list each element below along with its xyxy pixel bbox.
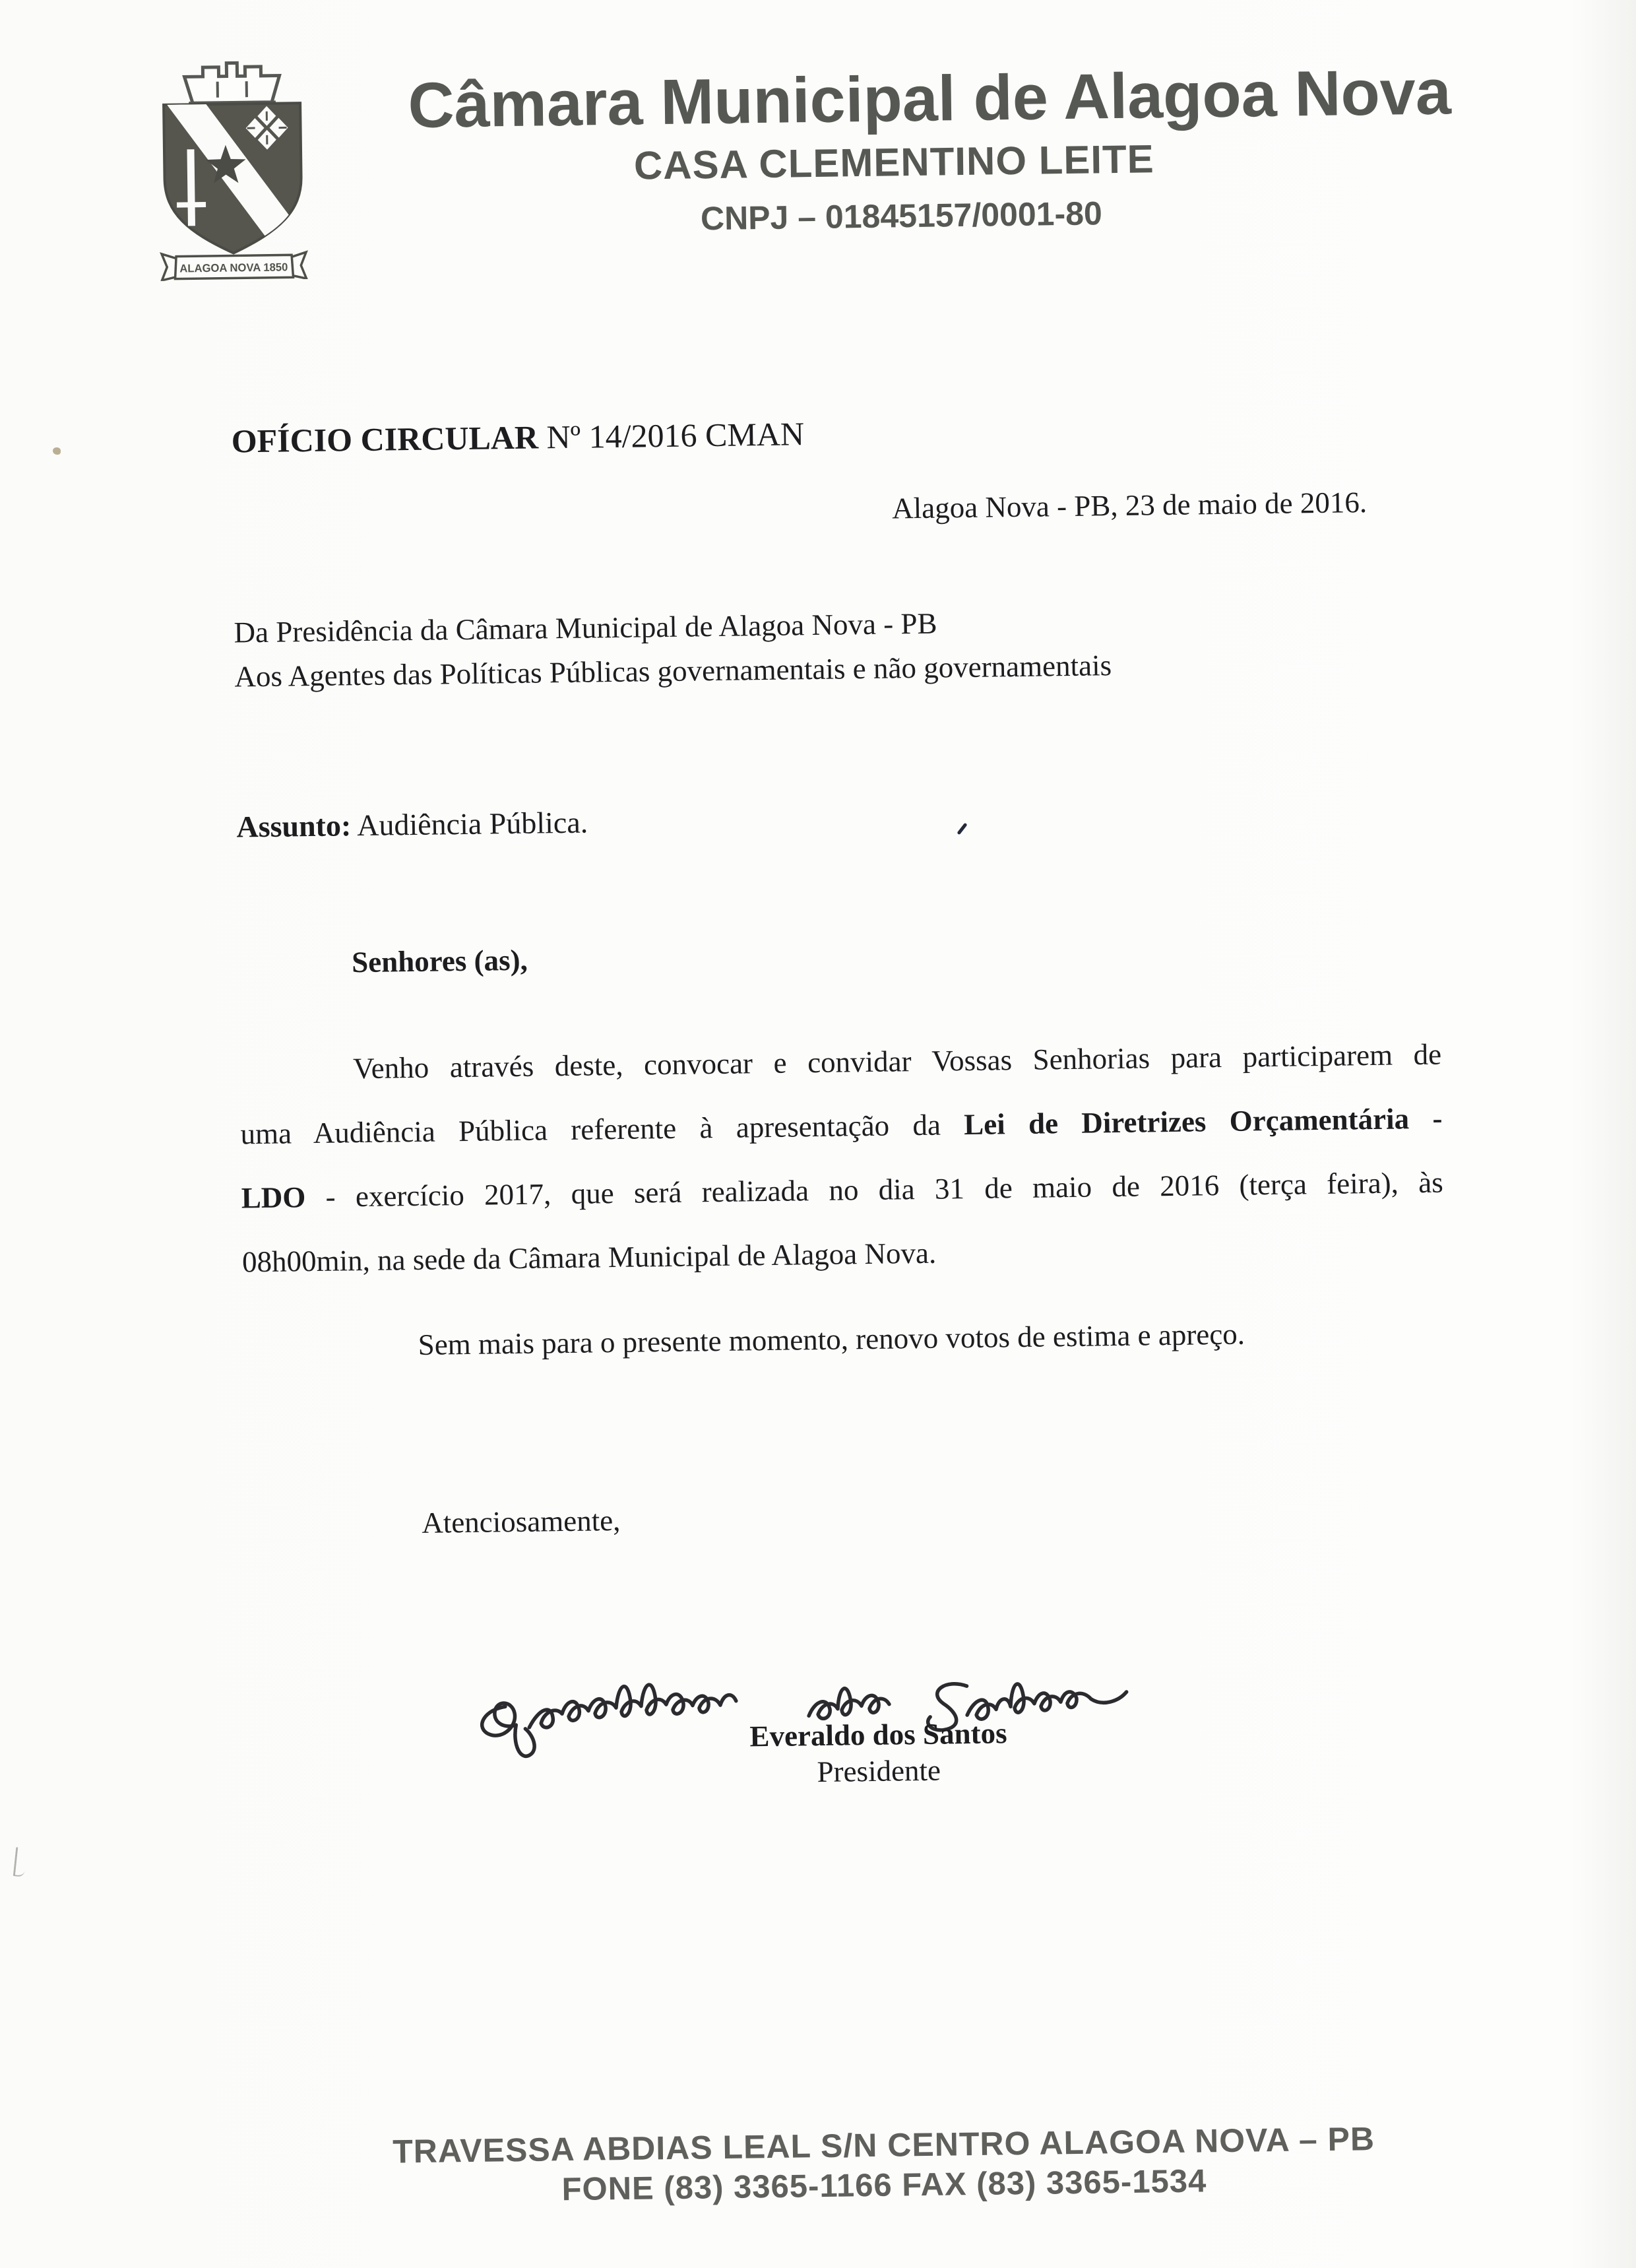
footer-address: TRAVESSA ABDIAS LEAL S/N CENTRO ALAGOA NOVA – PB	[392, 2120, 1375, 2170]
subject-line	[236, 805, 588, 844]
motto-text: ALAGOA NOVA 1850	[179, 261, 290, 275]
reference-line	[231, 415, 805, 460]
subject-label: Assunto:	[236, 808, 352, 844]
place-date-line: Alagoa Nova - PB, 23 de maio de 2016.	[891, 486, 1368, 525]
signer-title: Presidente	[817, 1753, 941, 1789]
body-line-4: 08h00min, na sede da Câmara Municipal de Alagoa Nova.	[241, 1236, 937, 1279]
org-name: Câmara Municipal de Alagoa Nova	[407, 55, 1452, 141]
letterhead	[0, 0, 1621, 275]
body-line-3-regular: - exercício 2017, que será realizada no dia 31 de maio de 2016 (terça feira), às	[325, 1165, 1443, 1214]
mural-crown-icon	[184, 63, 280, 108]
sender-line: Da Presidência da Câmara Municipal de Alagoa Nova - PB	[234, 606, 937, 649]
body-line-3	[241, 1165, 1443, 1215]
municipal-crest	[154, 58, 311, 281]
scan-artifact	[53, 447, 61, 455]
subject-value: Audiência Pública.	[356, 805, 588, 843]
reference-number-rest: Nº 14/2016 CMAN	[546, 415, 805, 456]
body-line-1-text: Venho através deste, convocar e convidar Vossas Senhorias para participarem de	[352, 1037, 1442, 1085]
body-line-2-bold: Lei de Diretrizes Orçamentária -	[963, 1101, 1443, 1142]
closing-line: Sem mais para o presente momento, renovo votos de estima e apreço.	[418, 1317, 1245, 1361]
body-line-2	[240, 1101, 1443, 1151]
recipient-line: Aos Agentes das Políticas Públicas governamentais e não governamentais	[234, 649, 1112, 694]
house-name: CASA CLEMENTINO LEITE	[633, 137, 1155, 188]
signer-name: Everaldo dos Santos	[749, 1716, 1007, 1753]
signoff: Atenciosamente,	[421, 1503, 621, 1539]
body-line-1	[352, 1037, 1442, 1085]
body-line-3-bold: LDO	[241, 1181, 306, 1215]
salutation: Senhores (as),	[351, 943, 528, 979]
reference-number-bold: OFÍCIO CIRCULAR	[231, 418, 539, 460]
cnpj-line: CNPJ – 01845157/0001-80	[700, 195, 1103, 238]
body-line-2-regular: uma Audiência Pública referente à apresentação da	[240, 1108, 941, 1151]
footer-phone: FONE (83) 3365-1166 FAX (83) 3365-1534	[561, 2163, 1207, 2208]
